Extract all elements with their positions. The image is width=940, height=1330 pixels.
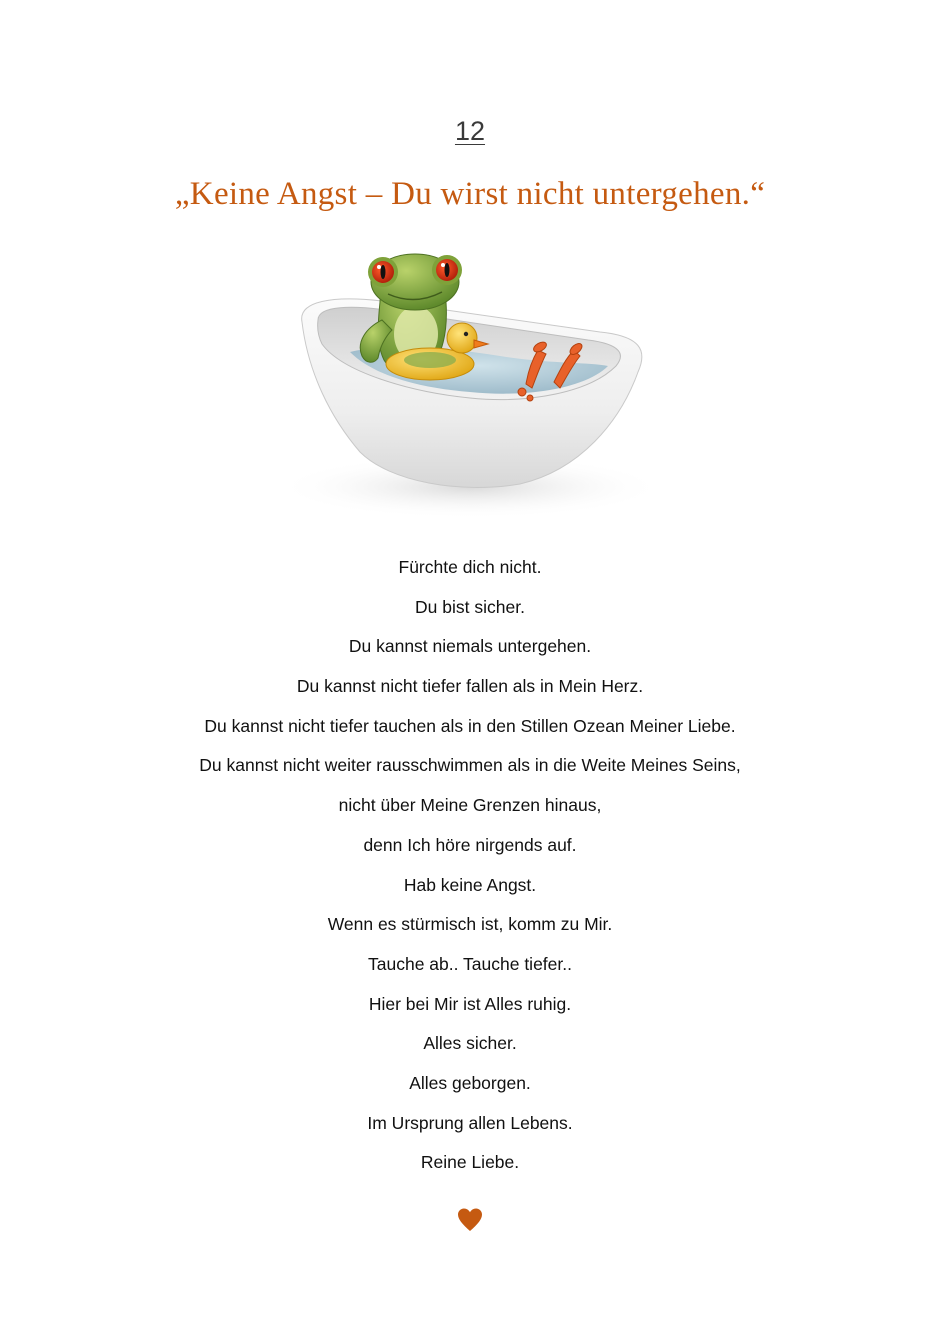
- poem-line: Du kannst nicht weiter rausschwimmen als in die Weite Meines Seins,: [199, 755, 741, 776]
- poem: [0, 548, 940, 1183]
- page-title: „Keine Angst – Du wirst nicht untergehen.“: [174, 176, 766, 212]
- poem-line: Hab keine Angst.: [403, 874, 537, 895]
- poem-line: Alles geborgen.: [409, 1072, 531, 1093]
- poem-line: Alles sicher.: [423, 1033, 517, 1054]
- poem-line: Reine Liebe.: [420, 1152, 520, 1173]
- poem-line: Hier bei Mir ist Alles ruhig.: [368, 993, 572, 1014]
- poem-line: Du kannst niemals untergehen.: [348, 636, 592, 657]
- heart-icon: [456, 1206, 484, 1234]
- poem-line: Wenn es stürmisch ist, komm zu Mir.: [327, 914, 613, 935]
- frog-bathtub-illustration: [270, 232, 670, 522]
- poem-line: denn Ich höre nirgends auf.: [363, 834, 577, 855]
- poem-line: Du bist sicher.: [415, 596, 525, 617]
- poem-line: Tauche ab.. Tauche tiefer..: [368, 953, 572, 974]
- poem-line: nicht über Meine Grenzen hinaus,: [338, 795, 602, 816]
- poem-line: Im Ursprung allen Lebens.: [367, 1112, 573, 1133]
- poem-line: Du kannst nicht tiefer fallen als in Mein Herz.: [296, 676, 644, 697]
- poem-line: Du kannst nicht tiefer tauchen als in den Stillen Ozean Meiner Liebe.: [204, 715, 736, 736]
- page-number: 12: [454, 116, 486, 146]
- poem-line: Fürchte dich nicht.: [398, 557, 542, 577]
